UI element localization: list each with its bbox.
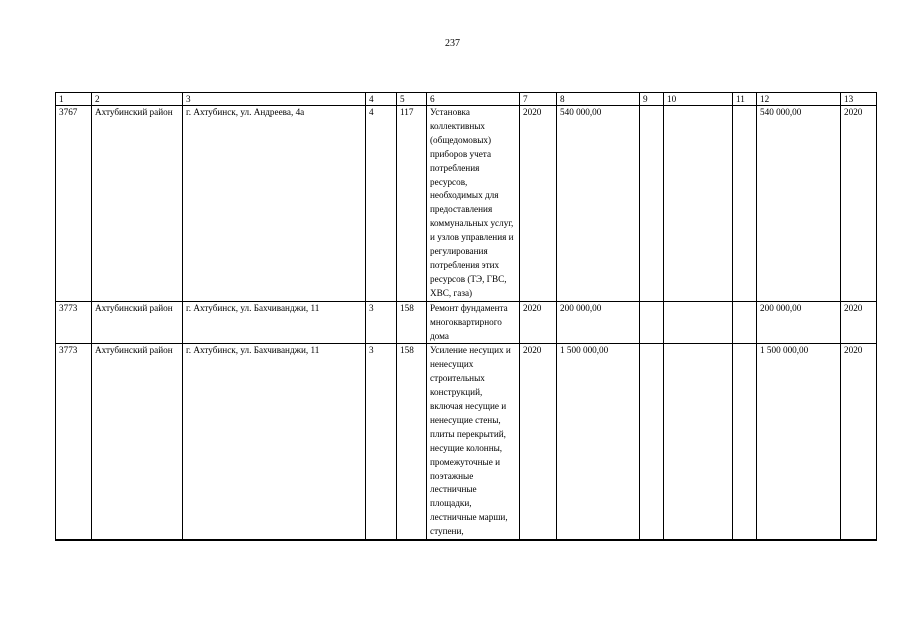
address-cell: г. Ахтубинск, ул. Бахчиванджи, 11	[183, 344, 366, 540]
column-number: 8	[557, 93, 640, 106]
work-type-cell: Ремонт фундамента многоквартирного дома	[427, 301, 520, 344]
column-number: 5	[397, 93, 427, 106]
cost-col10-cell	[664, 106, 733, 302]
total-cost-cell: 1 500 000,00	[557, 344, 640, 540]
work-type-cell: Установка коллективных (общедомовых) приборов учета потребления ресурсов, необходимых для предоставления коммунальных услуг, и узлов управления и регулирования потребления этих ресурсов (ТЭ, ГВС, ХВС, газа)	[427, 106, 520, 302]
cost-col9-cell	[640, 344, 664, 540]
owner-funds-cell: 200 000,00	[757, 301, 841, 344]
cost-col11-cell	[733, 106, 757, 302]
cost-col9-cell	[640, 106, 664, 302]
column-number: 3	[183, 93, 366, 106]
apartments-cell: 158	[397, 301, 427, 344]
owner-funds-cell: 1 500 000,00	[757, 344, 841, 540]
owner-funds-cell: 540 000,00	[757, 106, 841, 302]
apartments-cell: 117	[397, 106, 427, 302]
column-number: 12	[757, 93, 841, 106]
cost-col11-cell	[733, 301, 757, 344]
address-cell: г. Ахтубинск, ул. Андреева, 4а	[183, 106, 366, 302]
table-row	[56, 344, 877, 540]
completion-year-cell: 2020	[841, 301, 877, 344]
column-number: 10	[664, 93, 733, 106]
column-number: 11	[733, 93, 757, 106]
floors-cell: 3	[366, 301, 397, 344]
district-cell: Ахтубинский район	[92, 344, 183, 540]
column-number: 13	[841, 93, 877, 106]
row-id-cell: 3767	[56, 106, 92, 302]
year-cell: 2020	[520, 344, 557, 540]
apartments-cell: 158	[397, 344, 427, 540]
year-cell: 2020	[520, 106, 557, 302]
row-id-cell: 3773	[56, 344, 92, 540]
completion-year-cell: 2020	[841, 344, 877, 540]
row-id-cell: 3773	[56, 301, 92, 344]
column-number: 6	[427, 93, 520, 106]
floors-cell: 4	[366, 106, 397, 302]
total-cost-cell: 540 000,00	[557, 106, 640, 302]
column-number: 9	[640, 93, 664, 106]
table-row	[56, 301, 877, 344]
floors-cell: 3	[366, 344, 397, 540]
cost-col9-cell	[640, 301, 664, 344]
column-number: 7	[520, 93, 557, 106]
cost-col11-cell	[733, 344, 757, 540]
total-cost-cell: 200 000,00	[557, 301, 640, 344]
column-number: 1	[56, 93, 92, 106]
column-number: 2	[92, 93, 183, 106]
cost-col10-cell	[664, 344, 733, 540]
column-number-row	[56, 93, 877, 106]
cost-col10-cell	[664, 301, 733, 344]
capital-repair-table	[55, 92, 877, 541]
completion-year-cell: 2020	[841, 106, 877, 302]
table-row	[56, 106, 877, 302]
year-cell: 2020	[520, 301, 557, 344]
address-cell: г. Ахтубинск, ул. Бахчиванджи, 11	[183, 301, 366, 344]
district-cell: Ахтубинский район	[92, 106, 183, 302]
column-number: 4	[366, 93, 397, 106]
district-cell: Ахтубинский район	[92, 301, 183, 344]
page-number: 237	[445, 38, 460, 49]
work-type-cell: Усиление несущих и ненесущих строительных конструкций, включая несущие и ненесущие стены, плиты перекрытий, несущие колонны, промежуточные и поэтажные лестничные площадки, лестничные марши, ступени,	[427, 344, 520, 540]
